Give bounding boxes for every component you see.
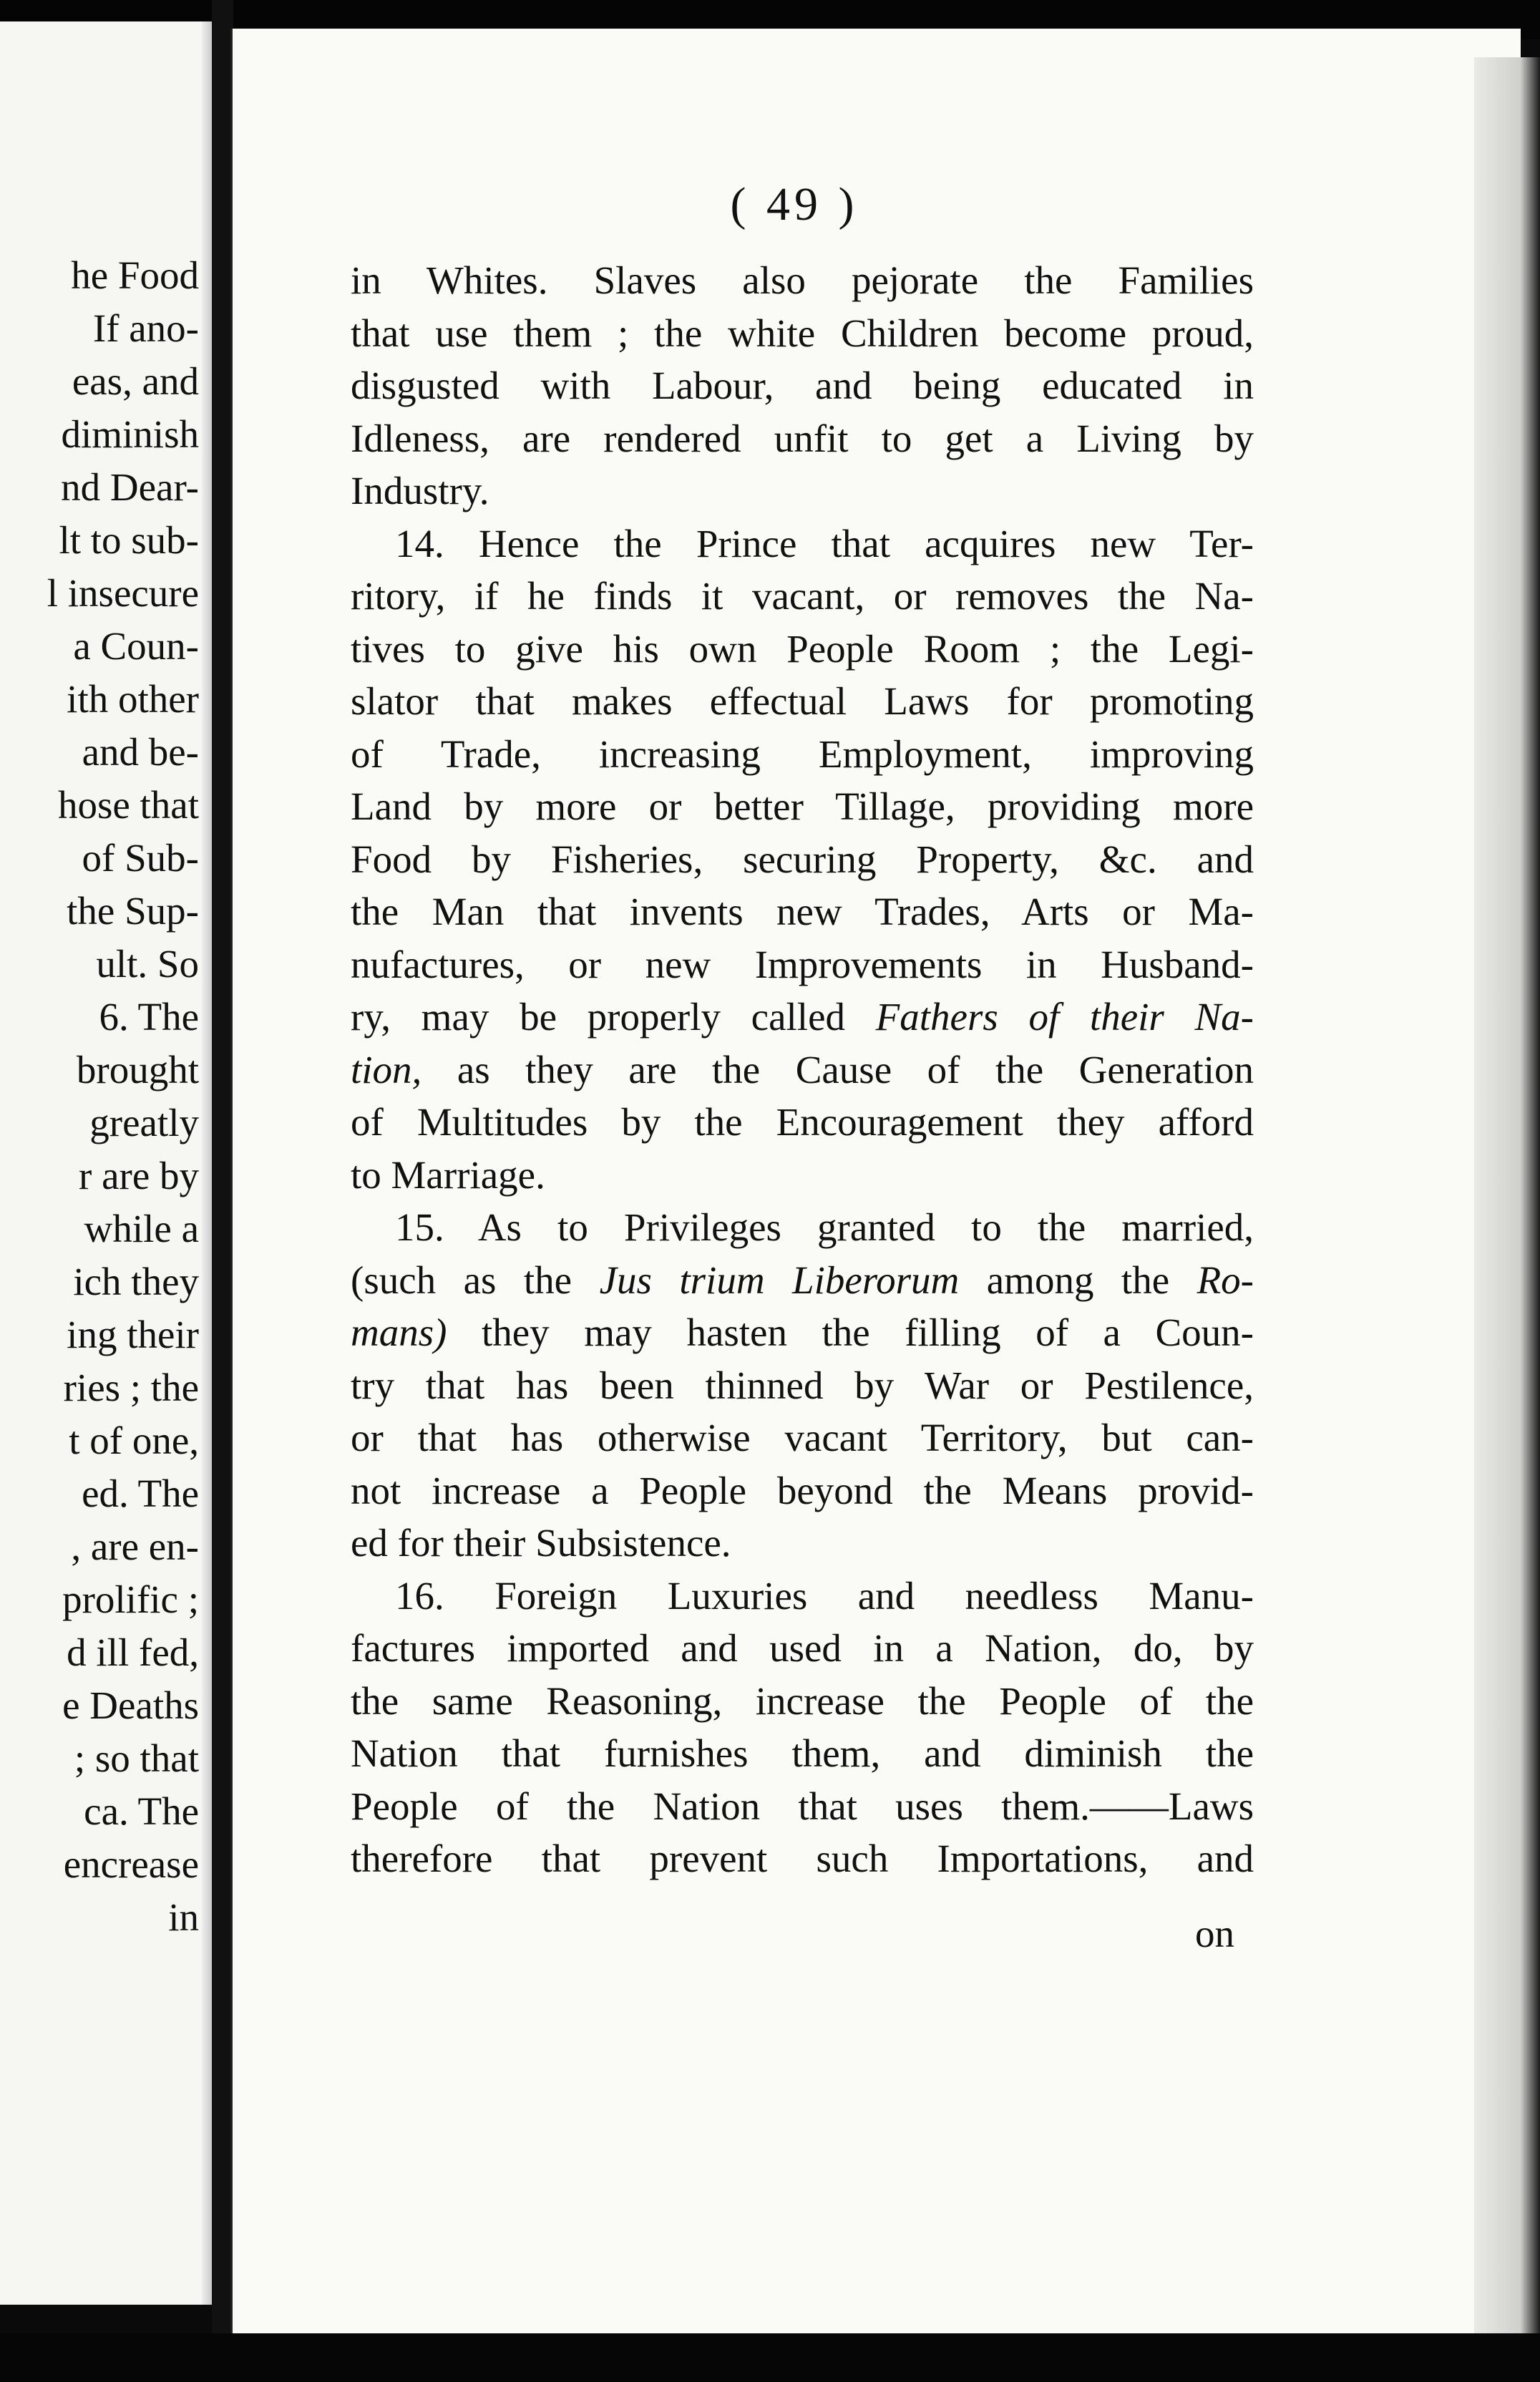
left-page-line: ith other [67,677,199,721]
left-page-line: and be- [82,730,199,774]
italic-text: Jus trium Liberorum [599,1258,960,1302]
page-number: ( 49 ) [730,178,859,230]
left-page-line: brought [76,1048,199,1092]
text-line: 15. As to Privileges granted to the married, [395,1205,1254,1249]
left-page-line: ich they [73,1260,199,1303]
right-page-edge [1474,57,1540,2348]
left-page-line: hose that [57,783,199,827]
left-page-line: 6. The [99,995,199,1039]
text-line: Food by Fisheries, securing Property, &c. and [351,837,1254,881]
text-run: they may hasten the filling of a Coun- [447,1311,1254,1354]
left-page-line: of Sub- [82,836,199,880]
left-page-line: r are by [79,1154,199,1197]
left-page-line: while a [84,1207,199,1250]
left-page-line: nd Dear- [61,465,199,509]
left-page-line: lt to sub- [59,518,199,562]
left-page-line: greatly [89,1101,199,1144]
text-line: not increase a People beyond the Means provid- [351,1468,1254,1512]
left-page-line: ; so that [74,1736,199,1780]
text-line: try that has been thinned by War or Pestilence, [351,1363,1254,1407]
text-run: among the [959,1258,1197,1302]
scan-bottom-border [0,2333,1540,2382]
italic-text: Ro- [1197,1258,1254,1302]
left-page-line: t of one, [69,1419,199,1462]
text-run: (such as the [351,1258,600,1302]
text-line: of Multitudes by the Encouragement they afford [351,1100,1254,1144]
text-line: disgusted with Labour, and being educated in [351,364,1254,407]
left-page-line: ca. The [84,1789,199,1833]
left-page-line: ed. The [82,1472,199,1515]
text-line [351,991,1254,1044]
text-line: the same Reasoning, increase the People of the [351,1678,1254,1723]
text-line: 14. Hence the Prince that acquires new Ter- [395,521,1254,565]
text-line: Nation that furnishes them, and diminish the [351,1731,1254,1775]
text-line [351,1306,1254,1359]
left-page-line: d ill fed, [67,1630,199,1674]
text-line: or that has otherwise vacant Territory, but can- [351,1416,1254,1459]
text-line: ritory, if he finds it vacant, or removes the Na- [351,574,1254,618]
text-line: People of the Nation that uses them.——Laws [351,1784,1254,1828]
left-page-line: l insecure [47,571,199,615]
text-line: of Trade, increasing Employment, improving [351,731,1254,776]
text-run: as they are the Cause of the Generation [421,1047,1254,1092]
left-page-line: ing their [67,1313,199,1356]
left-page-line: e Deaths [62,1683,199,1727]
left-page-line: diminish [61,412,199,456]
left-page-edge [202,21,212,2305]
left-page-line: ries ; the [63,1366,199,1409]
italic-text: mans) [351,1311,447,1354]
text-line: in Whites. Slaves also pejorate the Families [351,258,1254,302]
text-line: Idleness, are rendered unfit to get a Living by [351,416,1254,460]
text-line: therefore that prevent such Importations, and [351,1837,1254,1880]
text-line: ed for their Subsistence. [351,1521,731,1565]
text-line: that use them ; the white Children become proud, [351,311,1254,355]
left-page-line: the Sup- [67,889,199,933]
left-page-text [47,249,199,1944]
left-page-line: eas, and [72,359,199,403]
left-page-line: in [168,1895,199,1939]
left-page-line: If ano- [92,306,199,350]
text-line: tives to give his own People Room ; the Legi- [351,626,1254,671]
left-page [0,21,212,2305]
text-line: to Marriage. [351,1152,545,1197]
text-line: 16. Foreign Luxuries and needless Manu- [395,1573,1254,1618]
italic-text: Fathers of their Na- [875,995,1254,1039]
left-page-line: he Food [71,253,199,297]
catchword: on [1195,1912,1234,1955]
left-page-line: prolific ; [62,1578,199,1621]
text-line: the Man that invents new Trades, Arts or Ma- [351,890,1254,933]
left-page-line: ult. So [96,942,199,986]
text-line: Industry. [351,469,489,512]
text-line [351,1254,1254,1307]
italic-text: tion, [351,1047,422,1092]
left-page-line: a Coun- [73,624,199,668]
text-line: nufactures, or new Improvements in Husband- [351,942,1254,986]
text-run: ry, may be properly called [351,995,876,1039]
left-page-line: encrease [63,1842,199,1886]
text-line [351,1044,1254,1097]
body-text [351,254,1254,1885]
text-line: factures imported and used in a Nation, do, by [351,1626,1254,1670]
text-line: Land by more or better Tillage, providing more [351,784,1254,828]
left-page-line: , are en- [71,1525,199,1568]
text-line: slator that makes effectual Laws for promoting [351,679,1254,723]
